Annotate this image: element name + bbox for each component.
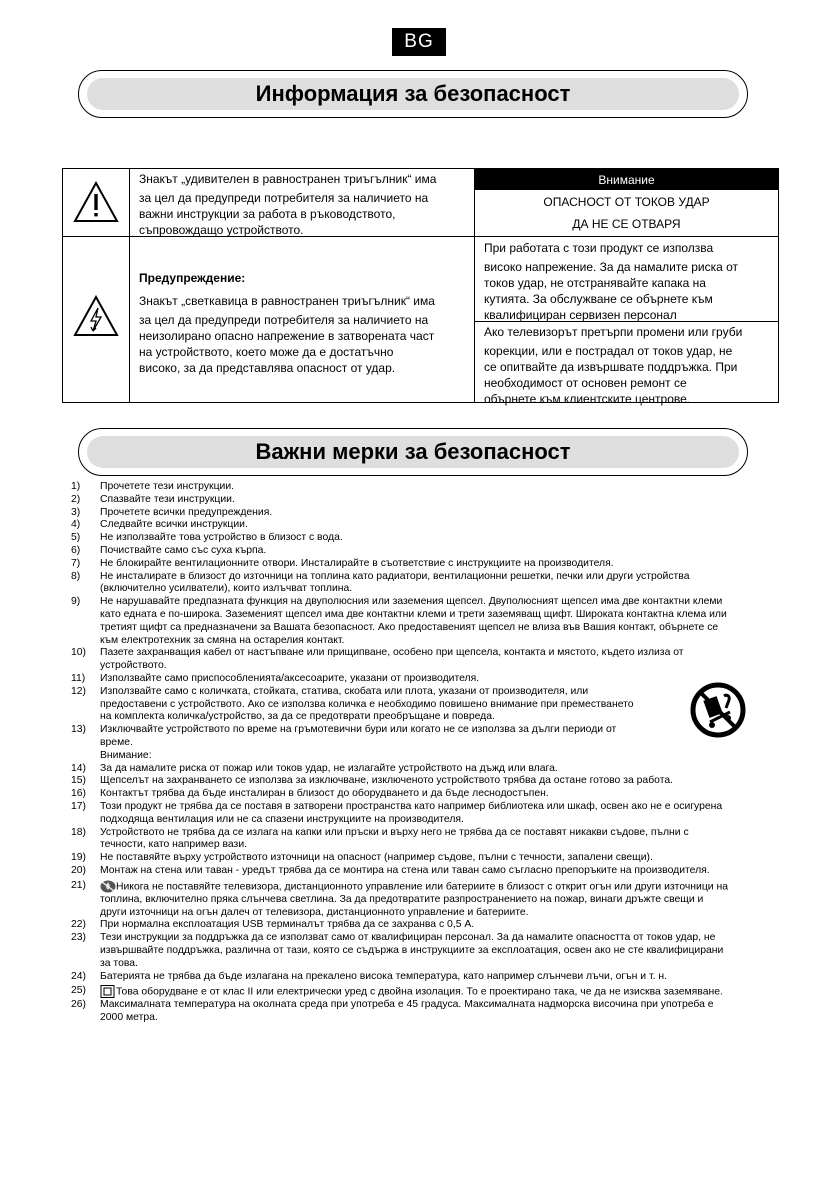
list-item-number: 1) [71, 481, 81, 492]
list-item-line-text: Това оборудване е от клас II или електрически уред с двойна изолация. То е проектирано така, че да не изисква заземяване. [116, 986, 723, 998]
list-item-line: Не поставяйте върху устройството източници на опасност (например съдове, пълни с течности, запалени свещи). [100, 852, 653, 864]
list-item-text [100, 750, 771, 763]
list-item-number: 18) [71, 826, 87, 838]
list-item-line: като едната е по-широка. Заземеният щепсел има две контактни клеми и трети заземяващ щифт. Широката контактна клема или [100, 608, 727, 620]
list-item-text [100, 507, 771, 520]
list-item-text [100, 558, 771, 571]
list-item-number: 6) [71, 544, 81, 556]
list-item-text [100, 494, 771, 507]
attention-line-2: ДА НЕ СЕ ОТВАРЯ [572, 217, 681, 231]
list-item-number: 17) [71, 800, 87, 812]
list-item-line: подходяща вентилация или не са спазени инструкциите на производителя. [100, 813, 464, 825]
list-item-number: 16) [71, 788, 87, 800]
list-item-line: време. [100, 736, 133, 748]
list-item-line: Тези инструкции за поддръжка да се използват само от квалифициран персонал. За да намалите опасността от токов удар, не [100, 932, 716, 944]
safety-info-title: Информация за безопасност [87, 78, 739, 110]
attention-header: Внимание [474, 169, 779, 190]
list-item-line-text: Никога не поставяйте телевизора, дистанционното управление или батериите в близост с открит огън или други източници на [116, 880, 728, 892]
list-item-number: 12) [71, 685, 87, 697]
list-item-line: Максималната температура на околната среда при употреба е 45 градуса. Максималната надморска височина при употреба е [100, 999, 714, 1011]
list-item-line: Прочетете всички предупреждения. [100, 506, 273, 518]
list-item [71, 919, 771, 932]
list-item-text [100, 571, 771, 597]
double-insulation-icon [100, 985, 116, 998]
list-item [71, 545, 771, 558]
list-item-number: 2) [71, 493, 81, 505]
list-item-line: Контактът трябва да бъде инсталиран в близост до оборудването и да бъде леснодостъпен. [100, 788, 549, 800]
list-item-number: 21) [71, 879, 87, 891]
list-item-number: 26) [71, 999, 87, 1011]
list-item-line: предоставени с устройството. Ако се използва количка е необходимо повишено внимание при преместването [100, 698, 634, 710]
list-item [71, 763, 771, 776]
list-item-text [100, 999, 771, 1025]
service-note: Ако телевизорът претърпи промени или груби корекции, или е пострадал от токов удар, не се опитвайте да извършвате поддръжка. При необходимост от основен ремонт се обърнете към клиентските центрове. [484, 325, 743, 406]
list-item-text [100, 985, 771, 999]
list-item-number: 25) [71, 985, 87, 997]
list-item [71, 788, 771, 801]
list-item-number: 14) [71, 762, 87, 774]
list-item [71, 494, 771, 507]
list-item-text [100, 827, 771, 853]
list-item-number: 19) [71, 852, 87, 864]
exclamation-triangle-icon [73, 181, 119, 223]
list-item-line: Използвайте само приспособленията/аксесоарите, указани от производителя. [100, 672, 480, 684]
list-item [71, 647, 771, 673]
list-item-text [100, 801, 771, 827]
list-item-text [100, 763, 771, 776]
safety-info-banner [78, 70, 748, 118]
list-item [71, 880, 771, 920]
safety-measures-banner [78, 428, 748, 476]
list-item-text [100, 596, 771, 647]
list-item-line: Монтаж на стена или таван - уредът трябва да се монтира на стена или таван само съгласно препоръките на производителя. [100, 864, 710, 876]
list-item-line: За да намалите риска от пожар или токов удар, не излагайте устройството на дъжд или влага. [100, 762, 558, 774]
safety-instructions-list [71, 481, 771, 1025]
list-item-number: 3) [71, 506, 81, 518]
list-item-line: Не блокирайте вентилационните отвори. Инсталирайте в съответствие с инструкциите на производителя. [100, 557, 614, 569]
list-item [71, 686, 771, 724]
list-item-text [100, 852, 771, 865]
list-item-text [100, 775, 771, 788]
list-item [71, 507, 771, 520]
list-item-text [100, 788, 771, 801]
list-item-number: 13) [71, 724, 87, 736]
list-item-text [100, 971, 771, 984]
list-item [71, 532, 771, 545]
list-item-text [100, 673, 771, 686]
list-item [71, 999, 771, 1025]
list-item-number: 23) [71, 932, 87, 944]
list-item-line: Прочетете тези инструкции. [100, 481, 235, 492]
list-item-line: устройството. [100, 660, 167, 672]
list-item-line: Следвайте всички инструкции. [100, 519, 248, 531]
list-item [71, 673, 771, 686]
list-item-line: за това. [100, 957, 138, 969]
list-item-line: При нормална експлоатация USB терминалът трябва да се захранва с 0,5 A. [100, 919, 475, 931]
list-item-line: Не използвайте това устройство в близост с вода. [100, 532, 343, 544]
list-item-text [100, 919, 771, 932]
list-item [71, 558, 771, 571]
cart-warning-icon [690, 682, 746, 738]
list-item [71, 971, 771, 984]
no-open-flame-icon [100, 880, 116, 893]
list-item-text [100, 545, 771, 558]
list-item-line: Спазвайте тези инструкции. [100, 493, 235, 505]
list-item-line: 2000 метра. [100, 1012, 158, 1024]
list-item [71, 571, 771, 597]
list-item-text [100, 880, 771, 920]
list-item-line: към електротехник за смяна на остарелия контакт. [100, 634, 345, 646]
list-item-line: други източници на огън далеч от телевизора, дистанционното управление и батериите. [100, 906, 529, 918]
list-item-number: 4) [71, 519, 81, 531]
list-item-number: 9) [71, 596, 81, 608]
list-item [71, 852, 771, 865]
list-item-text [100, 686, 771, 724]
list-item-number: 7) [71, 557, 81, 569]
list-item-line: Използвайте само с количката, стойката, статива, скобата или плота, указани от производителя, или [100, 685, 589, 697]
list-item-number: 10) [71, 647, 87, 659]
list-item [71, 775, 771, 788]
list-item-line: Щепселът на захранването се използва за изключване, изключеното устройството трябва да остане готово за работа. [100, 775, 674, 787]
language-badge: BG [392, 28, 446, 56]
list-item-text [100, 481, 771, 494]
list-item-line: извършвайте поддръжка, различна от тази, която се съдържа в инструкциите за експлоатация, освен ако не сте квалифицирани [100, 944, 724, 956]
list-item-line: Този продукт не трябва да се поставя в затворени пространства като например библиотека или шкаф, освен ако не е осигурена [100, 800, 723, 812]
list-item-line: на комплекта количка/устройство, за да се предотврати преобръщане и повреда. [100, 711, 495, 723]
list-item-line: Пазете захранващия кабел от настъпване или прищипване, особено при щепсела, контакта и мястото, където излиза от [100, 647, 684, 659]
list-item [71, 481, 771, 494]
list-item-line: Батерията не трябва да бъде излагана на прекалено висока температура, като например слънчеви лъчи, огън и т. н. [100, 970, 667, 982]
list-item [71, 519, 771, 532]
list-item-line: течности, като например вази. [100, 839, 248, 851]
list-item-line [100, 880, 771, 894]
list-item-line: третият щифт са предназначени за Вашата безопасност. Ако предоставеният щепсел не влиза във Вашия контакт, обърнете се [100, 621, 719, 633]
exclamation-description: Знакът „удивителен в равностранен триъгълник“ има за цел да предупреди потребителя за наличието на важни инструкции за работа в ръководството, съпровождащо устройството. [139, 172, 437, 237]
symbols-table [62, 168, 779, 406]
list-item-number: 24) [71, 970, 87, 982]
lightning-triangle-icon [73, 295, 119, 337]
list-item-line: (включително усилватели), които излъчват топлина. [100, 583, 353, 595]
list-item [71, 596, 771, 647]
list-item-line: Внимание: [100, 749, 152, 761]
lightning-description: Предупреждение: Знакът „светкавица в равностранен триъгълник“ има за цел да предупреди потребителя за наличието на неизолирано опасно напрежение в затворената част на устройството, което може да е достатъчно високо, за да представлява опасност от удар. [139, 271, 435, 375]
list-item-text [100, 724, 771, 750]
safety-measures-title: Важни мерки за безопасност [87, 436, 739, 468]
list-item-number: 22) [71, 919, 87, 931]
list-item [71, 750, 771, 763]
list-item-number: 11) [71, 672, 86, 684]
list-item [71, 932, 771, 970]
list-item [71, 724, 771, 750]
list-item-number: 5) [71, 532, 81, 544]
list-item-line: Устройството не трябва да се излага на капки или пръски и върху него не трябва да се поставят никакви съдове, пълни с [100, 826, 689, 838]
list-item-text [100, 532, 771, 545]
list-item-text [100, 865, 771, 878]
list-item [71, 827, 771, 853]
high-voltage-note: При работата с този продукт се използва високо напрежение. За да намалите риска от токов удар, не отстранявайте капака на кутията. За обслужване се обърнете към квалифициран сервизен персонал [484, 241, 739, 322]
list-item-line [100, 985, 771, 999]
list-item-line: Почиствайте само със суха кърпа. [100, 544, 267, 556]
list-item-number: 8) [71, 570, 81, 582]
list-item-text [100, 647, 771, 673]
list-item [71, 985, 771, 999]
list-item-line: Изключвайте устройството по време на гръмотевични бури или когато не се използва за дълги периоди от [100, 724, 617, 736]
list-item-number: 20) [71, 864, 87, 876]
list-item [71, 801, 771, 827]
attention-line-1: ОПАСНОСТ ОТ ТОКОВ УДАР [543, 195, 710, 209]
list-item-number [71, 750, 100, 763]
list-item-number: 15) [71, 775, 87, 787]
list-item-text [100, 519, 771, 532]
list-item-line: топлина, включително пряка слънчева светлина. За да предотвратите разпространението на пожар, винаги дръжте свещи и [100, 893, 704, 905]
list-item-text [100, 932, 771, 970]
list-item [71, 865, 771, 878]
list-item-line: Не нарушавайте предпазната функция на двуполюсния или заземения щепсел. Двуполюсният щепсел има две контактни клеми [100, 596, 723, 608]
list-item-line: Не инсталирате в близост до източници на топлина като радиатори, вентилационни решетки, печки или други устройства [100, 570, 690, 582]
